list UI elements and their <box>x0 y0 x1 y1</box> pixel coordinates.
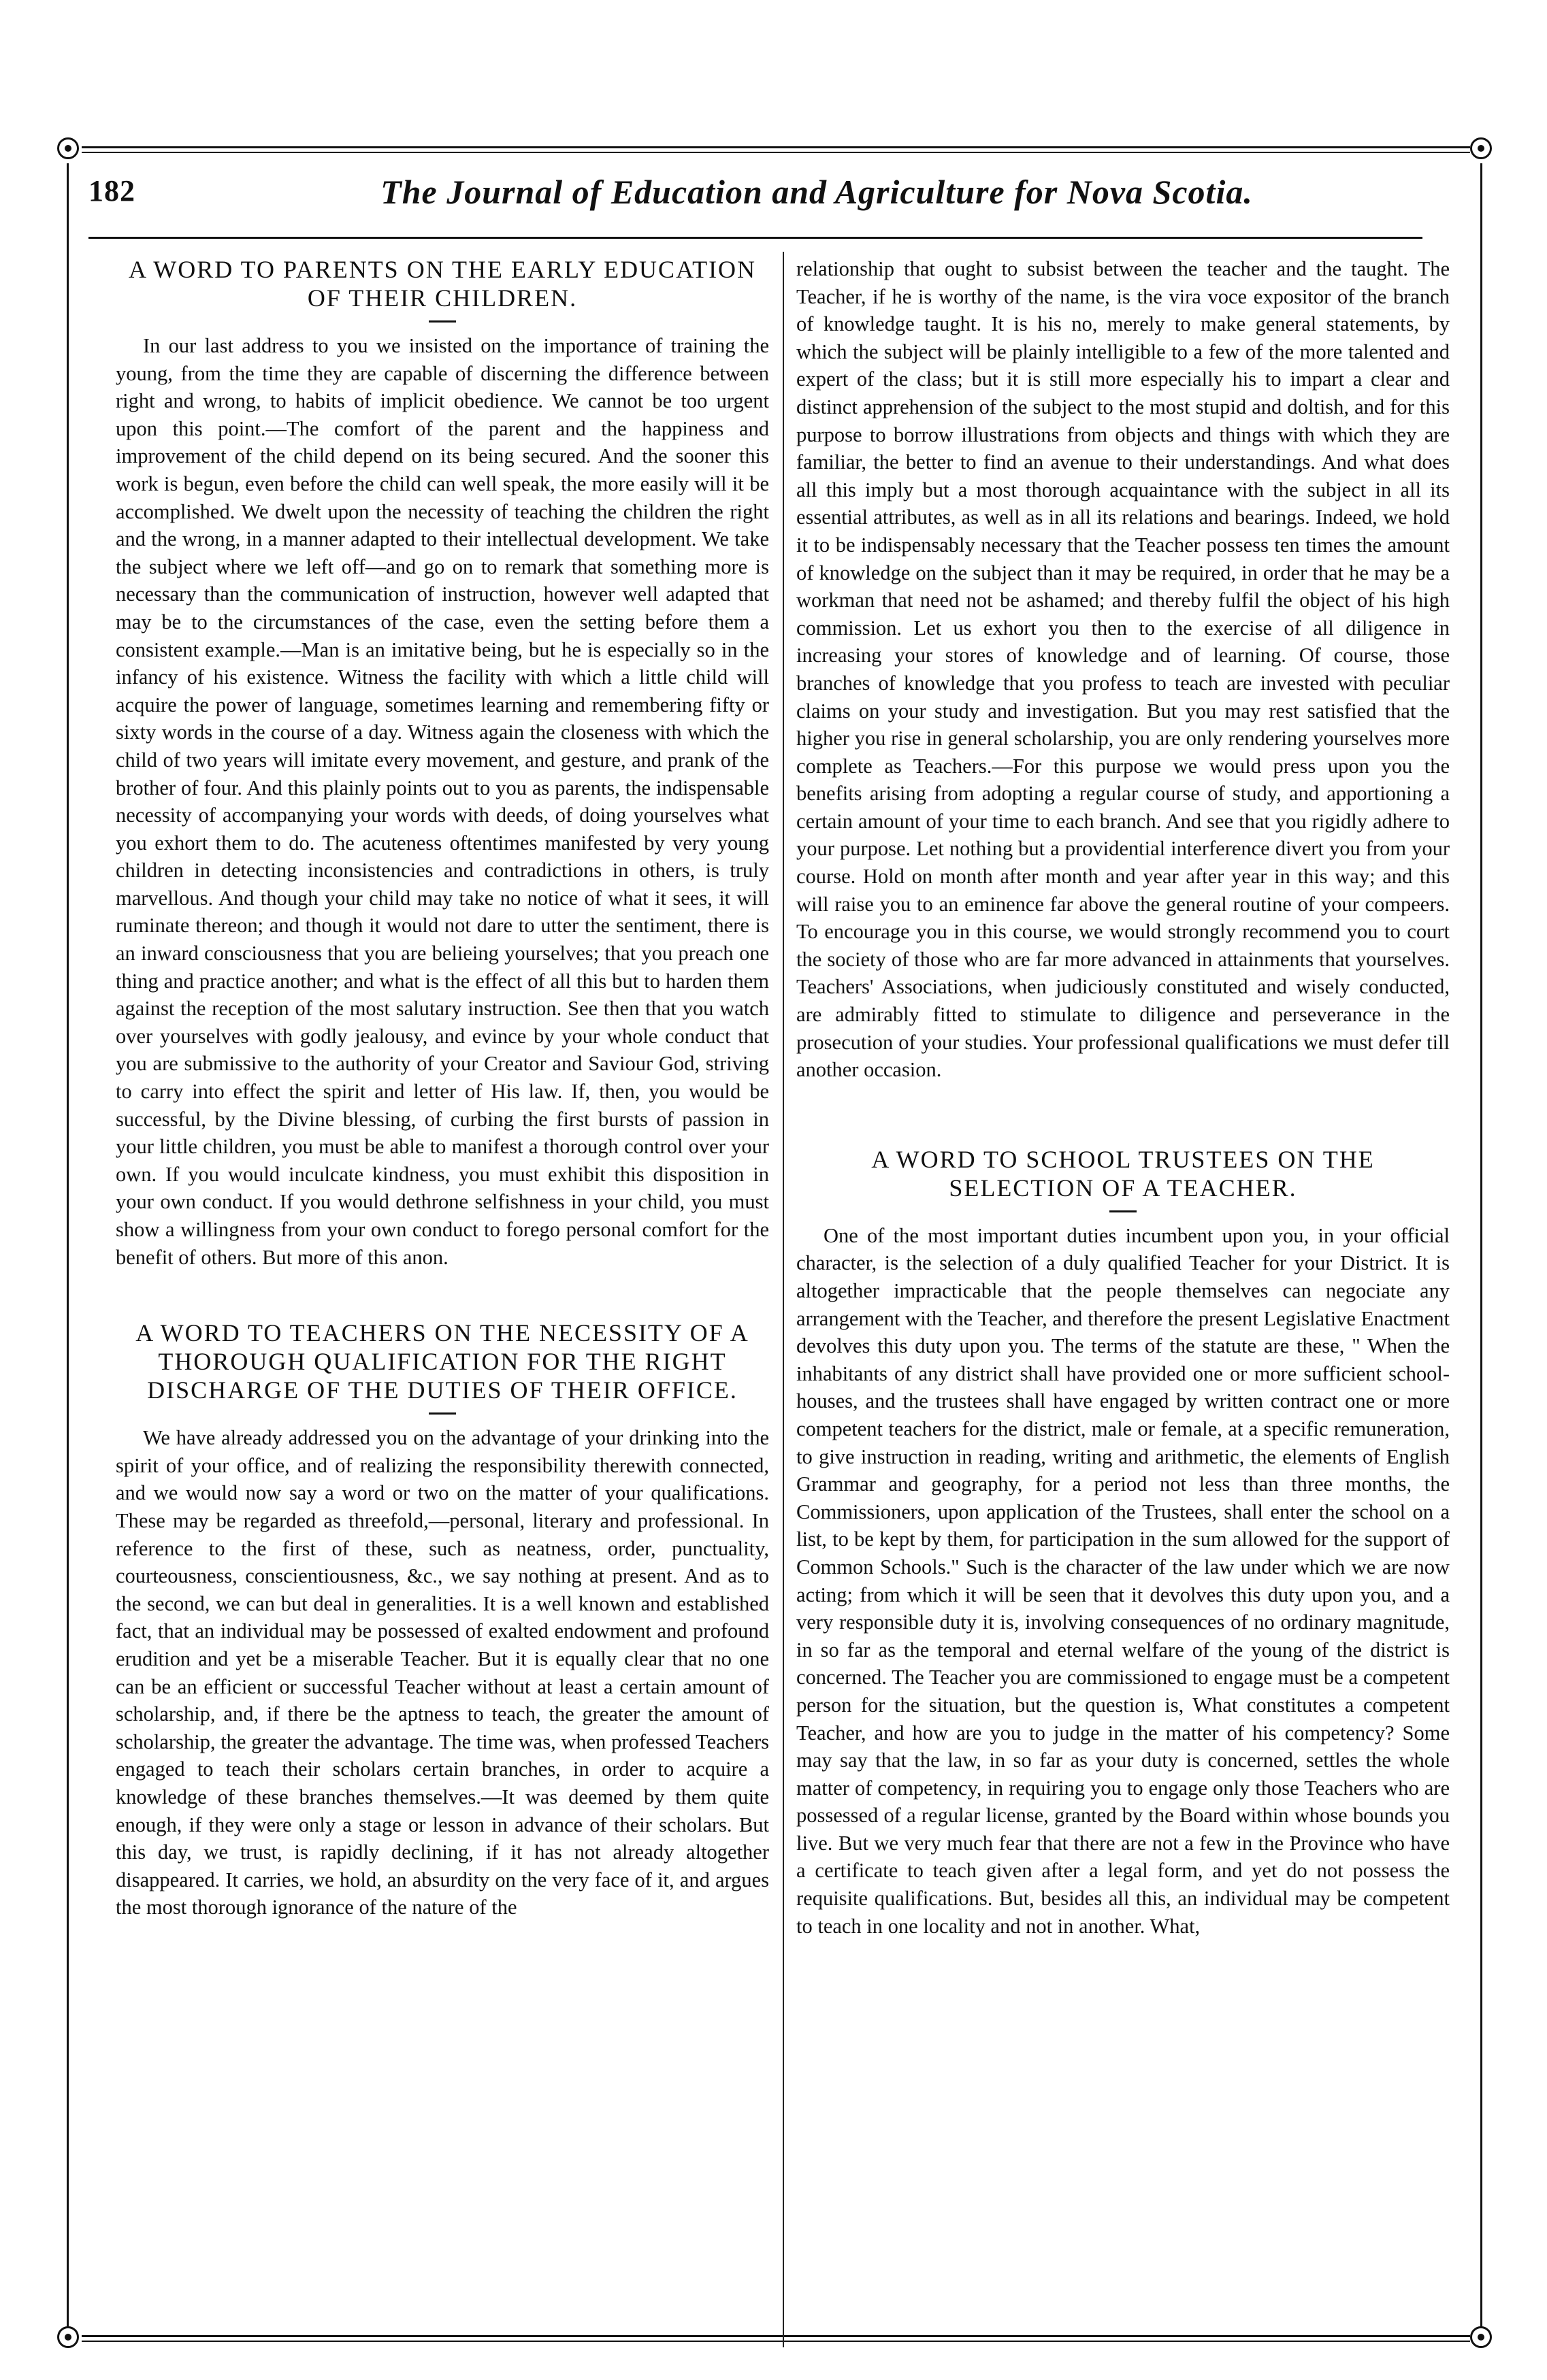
corner-ornament-bottom-left-icon <box>57 2326 79 2348</box>
article-paragraph: One of the most important duties incumbent upon you, in your official character, is the selection of a duly qualified Teacher for your District. It is altogether impracticable that the people themselves can negociate any arrangement with the Teacher, and therefore the present Legislative Enactment devolves this duty upon you. The terms of the statute are these, " When the inhabitants of any district shall have provided one or more sufficient school-houses, and the trustees shall have engaged by written contract one or more competent teachers for the district, male or female, at a specific remuneration, to give instruction in reading, writing and arithmetic, the elements of English Grammar and geography, for a period not less than three months, the Commissioners, upon application of the Trustees, shall enter the school on a list, to be kept by them, for participation in the sum allowed for the support of Common Schools." Such is the character of the law under which we are now acting; from which it will be seen that it devolves this duty upon you, and a very responsible duty it is, involving consequences of no ordinary magnitude, in so far as the temporal and eternal welfare of the young of the district is concerned. The Teacher you are commissioned to engage must be a competent person for the situation, but the question is, What constitutes a competent Teacher, and how are you to judge in the matter of his competency? Some may say that the law, in so far as your duty is concerned, settles the whole matter of competency, in requiring you to engage only those Teachers who are possessed of a regular license, granted by the Board within whose bounds you live. But we very much fear that there are not a few in the Province who have a certificate to teach given after a legal form, and yet do not possess the requisite qualifications. But, besides all this, an individual may be competent to teach in one locality and not in another. What, <box>796 1223 1450 1938</box>
page-header <box>88 173 1422 221</box>
article-title: A WORD TO TEACHERS ON THE NECESSITY OF A THOROUGH QUALIFICATION FOR THE RIGHT DISCHARGE OF THE DUTIES OF THEIR OFFICE. <box>135 1319 749 1404</box>
column-divider <box>783 252 784 2347</box>
bottom-border-rule <box>82 2335 1470 2337</box>
left-border-rule <box>67 163 69 2327</box>
article-title: A WORD TO SCHOOL TRUSTEES ON THE SELECTION OF A TEACHER. <box>871 1145 1375 1202</box>
running-title: The Journal of Education and Agriculture for Nova Scotia. <box>380 173 1253 211</box>
title-dash <box>429 1412 456 1415</box>
title-dash <box>1109 1210 1137 1212</box>
corner-ornament-top-left-icon <box>57 137 79 159</box>
corner-ornament-bottom-right-icon <box>1470 2326 1492 2348</box>
article-teachers <box>116 1319 769 1921</box>
continuation-paragraph: relationship that ought to subsist between the teacher and the taught. The Teacher, if he is worthy of the name, is the vira voce expositor of the branch of knowledge taught. It is his no, merely to make general statements, by which the subject will be plainly intelligible to a few of the more talented and expert of the class; but it is still more especially his to impart a clear and distinct apprehension of the subject to the most stupid and doltish, and for this purpose to borrow illustrations from objects and things with which they are familiar, the better to find an avenue to their understandings. And what does all this imply but a most thorough acquaintance with the subject in all its essential attributes, as well as in all its relations and bearings. Indeed, we hold it to be indispensably necessary that the Teacher possess ten times the amount of knowledge on the subject than it may be required, in order that he may be a workman that need not be ashamed; and thereby fulfil the object of his high commission. Let us exhort you then to the exercise of all diligence in increasing your stores of knowledge and of learning. Of course, those branches of knowledge that you profess to teach are invested with peculiar claims on your study and investigation. But you may rest satisfied that the higher you rise in general scholarship, you are only rendering yourselves more complete as Teachers.—For this purpose we would press upon you the benefits arising from adopting a regular course of study, and apportioning a certain amount of your time to each branch. And see that you rigidly adhere to your purpose. Let nothing but a providential interference divert you from your course. Hold on month after month and year after year in this way; and this will raise you to an eminence far above the general routine of your compeers. To encourage you in this course, we would strongly recommend you to court the society of those who are far more advanced in attainments that yourselves. Teachers' Associations, when judiciously constituted and wisely conducted, are admirably fitted to stimulate to diligence and perseverance in the prosecution of your studies. Your professional qualifications we must defer till another occasion. <box>796 257 1450 1082</box>
article-paragraph: We have already addressed you on the advantage of your drinking into the spirit of your office, and of realizing the responsibility therewith connected, and we would now say a word or two on the matter of your qualifications. These may be regarded as threefold,—personal, literary and professional. In reference to the first of these, such as neatness, order, punctuality, courteousness, conscientiousness, &c., we say nothing at present. And as to the second, we can but deal in generalities. It is a well known and established fact, that an individual may be possessed of exalted endowment and profound erudition and yet be a miserable Teacher. But it is equally clear that no one can be an efficient or successful Teacher without at least a certain amount of scholarship, and, if there be the aptness to teach, the greater the amount of scholarship, the greater the advantage. The time was, when professed Teachers engaged to teach their scholars certain branches, in order to acquire a knowledge of these branches themselves.—It was deemed by them quite enough, if they were only a stage or lesson in advance of their scholars. But this day, we trust, is rapidly declining, if it has not already altogether disappeared. It carries, we hold, an absurdity on the very face of it, and argues the most thorough ignorance of the nature of the <box>116 1426 769 1919</box>
article-parents <box>116 255 769 1271</box>
right-border-rule <box>1480 163 1482 2327</box>
section-gap <box>796 1084 1450 1145</box>
top-border-rule <box>82 146 1470 148</box>
title-dash <box>429 320 456 323</box>
corner-ornament-top-right-icon <box>1470 137 1492 159</box>
page-number: 182 <box>88 174 135 208</box>
header-rule <box>88 237 1422 239</box>
section-gap <box>116 1271 769 1319</box>
left-column <box>116 255 769 1921</box>
right-column <box>796 255 1450 1940</box>
article-trustees <box>796 1145 1450 1940</box>
article-title: A WORD TO PARENTS ON THE EARLY EDUCATION OF THEIR CHILDREN. <box>128 256 757 312</box>
article-paragraph: In our last address to you we insisted on the importance of training the young, from the time they are capable of discerning the difference between right and wrong, to habits of implicit obedience. We cannot be too urgent upon this point.—The comfort of the parent and the happiness and improvement of the child depend on its being secured. And the sooner this work is begun, even before the child can well speak, the more easily will it be accomplished. We dwelt upon the necessity of teaching the children the right and the wrong, in a manner adapted to their intellectual development. We take the subject where we left off—and go on to remark that something more is necessary than the communication of instruction, however well adapted that may be to the circumstances of the case, even the setting before them a consistent example.—Man is an imitative being, but he is especially so in the infancy of his existence. Witness the facility with which a little child will acquire the power of language, sometimes learning and remembering fifty or sixty words in the course of a day. Witness again the closeness with which the child of two years will imitate every movement, and gesture, and prank of the brother of four. And this plainly points out to you as parents, the indispensable necessity of accompanying your words with deeds, of doing yourselves what you exhort them to do. The acuteness oftentimes manifested by very young children in detecting inconsistencies and contradictions in others, is truly marvellous. And though your child may take no notice of what it sees, it will ruminate thereon; and though it would not dare to utter the sentiment, there is an inward consciousness that you are belieing yourselves; that you preach one thing and practice another; and what is the effect of all this but to harden them against the reception of the most salutary instruction. See then that you watch over yourselves with godly jealousy, and evince by your whole conduct that you are submissive to the authority of your Creator and Saviour God, striving to carry into effect the spirit and letter of His law. If, then, you would be successful, by the Divine blessing, of curbing the first bursts of passion in your little children, you must be able to manifest a thorough control over your own. If you would inculcate kindness, you must exhibit this disposition in your own conduct. If you would dethrone selfishness in your child, you must show a willingness from your own conduct to forego personal comfort for the benefit of others. But more of this anon. <box>116 334 769 1269</box>
